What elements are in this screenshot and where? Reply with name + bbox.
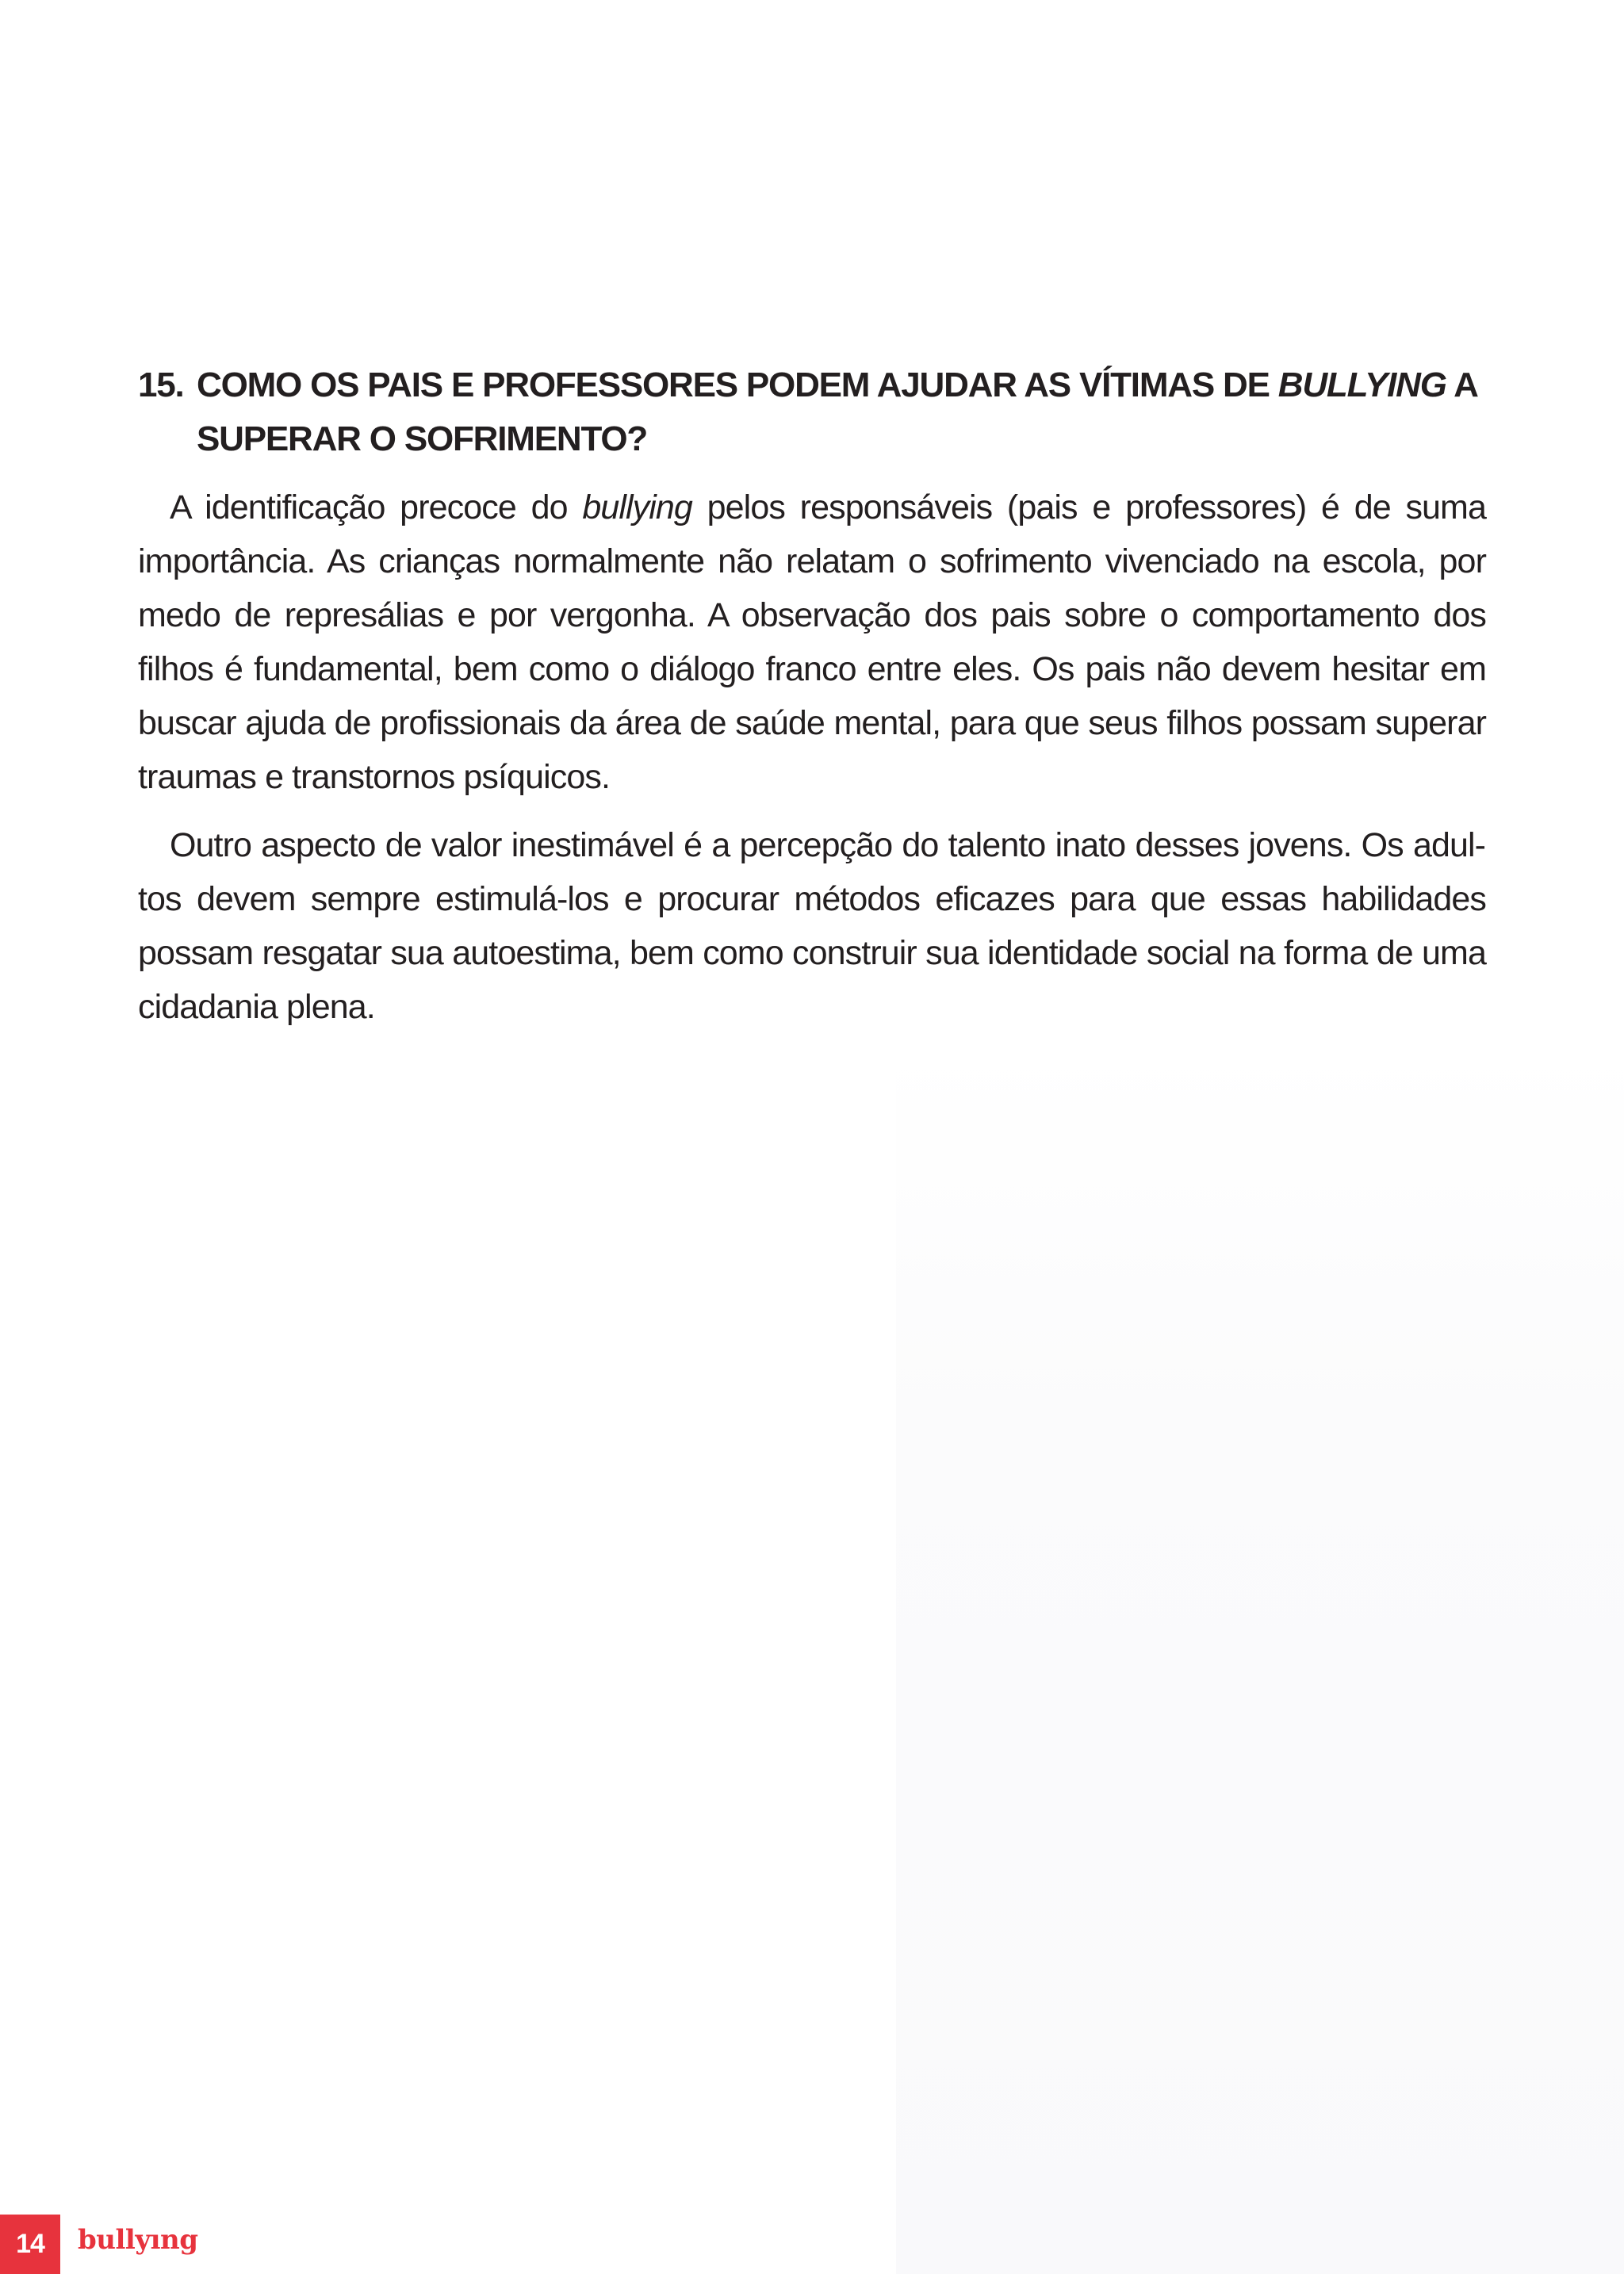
question-title-italic: BULLYING [1277,366,1446,404]
answer-paragraph-1 [138,480,1486,804]
brand-logo: bullyıng [78,2224,198,2256]
paragraph1-part2: pelos responsáveis (pais e professores) é de suma importância. As crianças normalmente não relatam o sofrimento vivenciado na escola, por medo de represálias e por vergonha. A observação dos pais sobre o comportamento dos filhos é fundamental, bem como o diálogo franco entre eles. Os pais não devem hesitar em buscar ajuda de profissionais da área de saúde mental, para que seus filhos possam superar traumas e transtornos psíquicos. [138,488,1486,796]
question-number: 15. [138,366,184,404]
answer-paragraph-2: Outro aspecto de valor inestimável é a percepção do talento inato desses jovens. Os adultos devem sempre estimulá-los e procurar métodos eficazes para que essas habilidades possam resgatar sua autoestima, bem como construir sua identidade social na forma de uma cidadania plena. [138,826,1486,1026]
page-background-tint [896,1047,1624,2274]
paragraph1-part1: A identificação precoce do [170,488,583,526]
question-heading [138,358,1486,466]
question-section [138,358,1486,1048]
question-title-part1: COMO OS PAIS E PROFESSORES PODEM AJUDAR AS VÍTIMAS DE [197,366,1278,404]
paragraph1-italic: bullying [582,488,692,526]
question-title [197,358,1486,466]
question-title-part2: A SUPERAR O SOFRIMENTO? [197,366,1477,458]
page-number-badge: 14 [0,2215,60,2274]
